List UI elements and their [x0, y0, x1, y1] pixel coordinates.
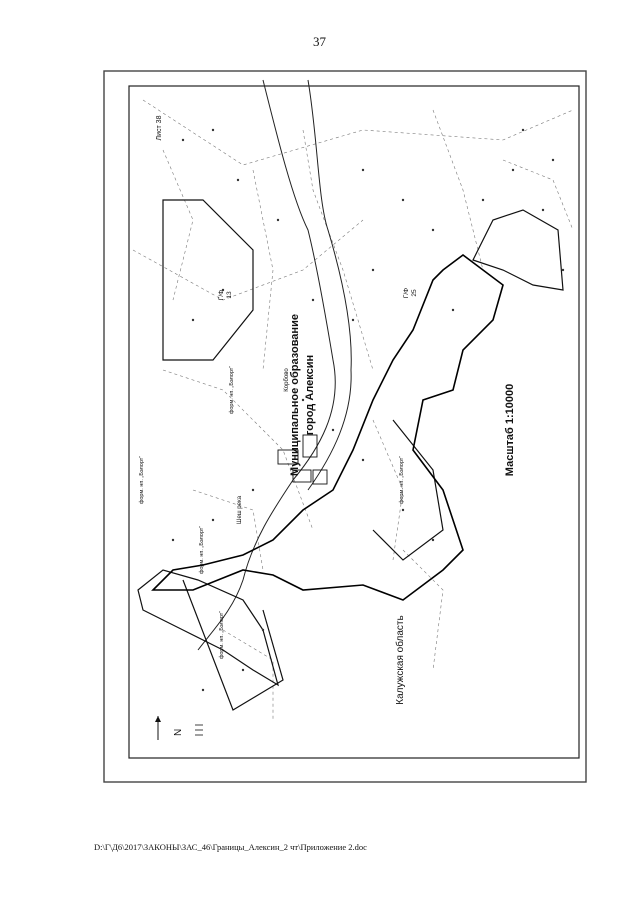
- field-label-5: форм. нп. „Бэлорт“: [399, 455, 405, 505]
- north-arrow: [155, 716, 161, 740]
- village-label: Корбово: [284, 368, 290, 392]
- buildings: [278, 435, 327, 484]
- region-label: Калужская область: [395, 615, 406, 705]
- map-canvas: [103, 70, 587, 783]
- sheet-label: Лист 38: [156, 115, 163, 141]
- river: [198, 80, 351, 650]
- municipality-label-1: Муниципальное образование: [289, 314, 301, 476]
- scale-label: Масштаб 1:10000: [504, 383, 516, 477]
- map-frame: [103, 70, 587, 783]
- field-label-2: форм. нп. „Бэлорт“: [139, 455, 145, 505]
- field-label-4: форм. нп. „Бэлорт“: [219, 610, 225, 660]
- north-letter: N: [173, 728, 184, 736]
- quarter-label-b: Г/Ф: [403, 287, 410, 299]
- river-label: Шеш река: [237, 495, 243, 525]
- north-arrow-ticks: [195, 725, 203, 735]
- municipality-label-2: город Алексин: [304, 354, 316, 436]
- territory-boundary: [153, 255, 503, 600]
- field-label-1: форм. нп. „Бэлорт“: [229, 365, 235, 415]
- quarter-label-a: Г/Ф: [218, 289, 225, 301]
- field-label-3: форм. нп. „Бэлорт“: [199, 525, 205, 575]
- footer-path: D:\Г\Д6\2017\ЗАКОНЫ\ЗАС_46\Границы_Алексин_2 чт\Приложение 2.doc: [94, 842, 367, 852]
- parcel-number-b: 25: [411, 289, 418, 297]
- page-number: 37: [313, 34, 326, 49]
- parcel-number-a: 13: [226, 291, 233, 299]
